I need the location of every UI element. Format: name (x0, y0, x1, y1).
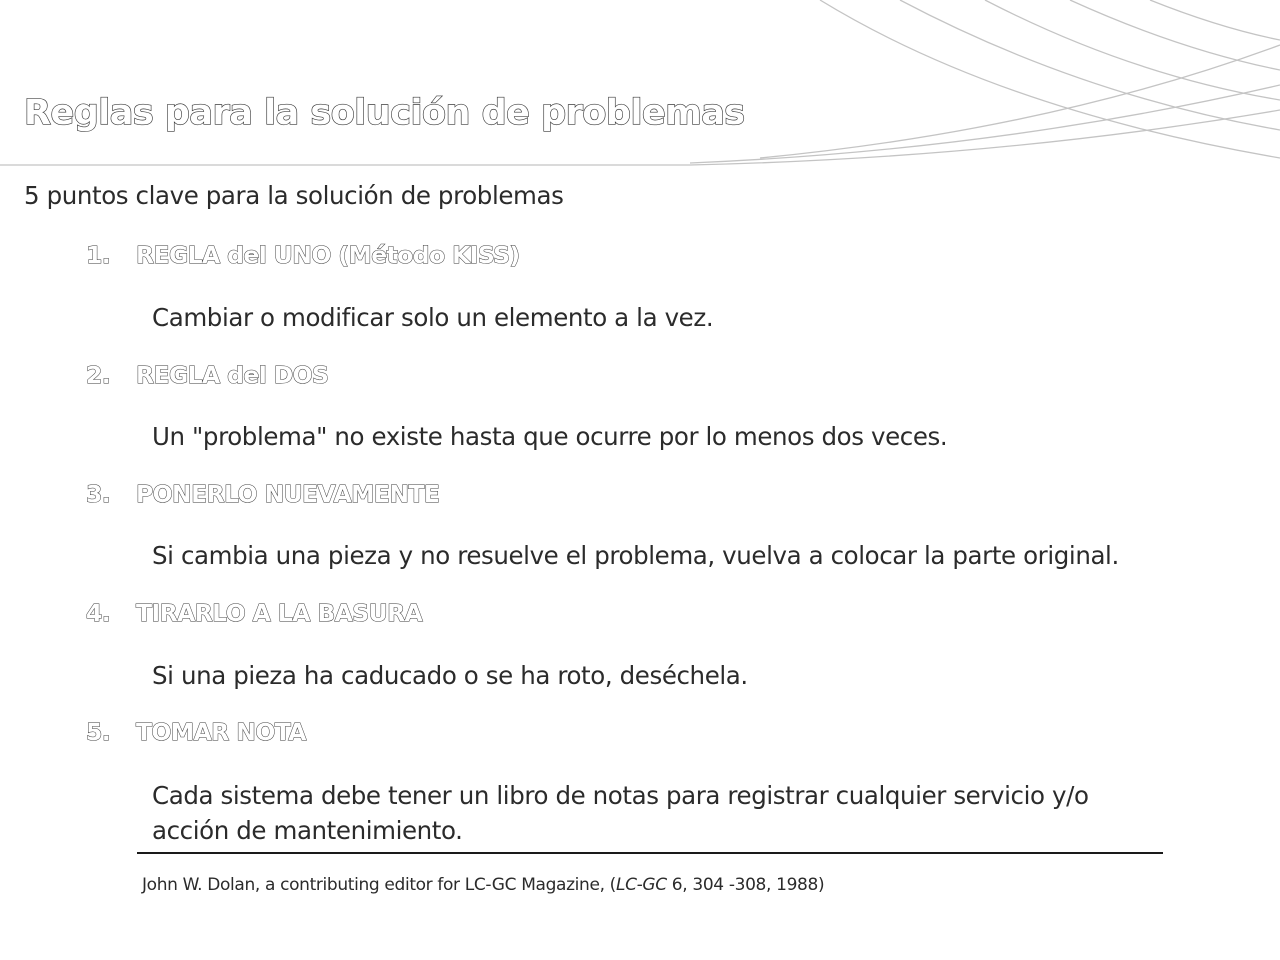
rule-title: REGLA del DOS (136, 361, 329, 389)
rule-title: REGLA del UNO (Método KISS) (136, 241, 520, 269)
rule-number: 1. (86, 241, 111, 269)
rule-description: Si una pieza ha caducado o se ha roto, deséchela. (152, 661, 748, 690)
rule-description: Cambiar o modificar solo un elemento a la vez. (152, 303, 714, 332)
rule-title: TIRARLO A LA BASURA (136, 599, 423, 627)
citation-journal: LC-GC (615, 875, 667, 895)
rule-description: Cada sistema debe tener un libro de notas para registrar cualquier servicio y/o (152, 781, 1089, 810)
rule-number: 3. (86, 480, 111, 508)
rule-description: Un "problema" no existe hasta que ocurre por lo menos dos veces. (152, 422, 948, 451)
rule-number: 2. (86, 361, 111, 389)
citation-suffix: 6, 304 -308, 1988) (666, 875, 825, 895)
rule-title: TOMAR NOTA (136, 718, 306, 746)
rule-description-continued: acción de mantenimiento. (152, 816, 463, 845)
subtitle: 5 puntos clave para la solución de problemas (24, 181, 564, 210)
rule-number: 4. (86, 599, 111, 627)
rule-description: Si cambia una pieza y no resuelve el problema, vuelva a colocar la parte original. (152, 541, 1119, 570)
divider-line (137, 852, 1163, 854)
citation-prefix: John W. Dolan, a contributing editor for LC-GC Magazine, ( (142, 875, 616, 895)
rule-title: PONERLO NUEVAMENTE (136, 480, 440, 508)
page-title: Reglas para la solución de problemas (24, 93, 745, 133)
rule-number: 5. (86, 718, 111, 746)
citation (142, 875, 824, 895)
